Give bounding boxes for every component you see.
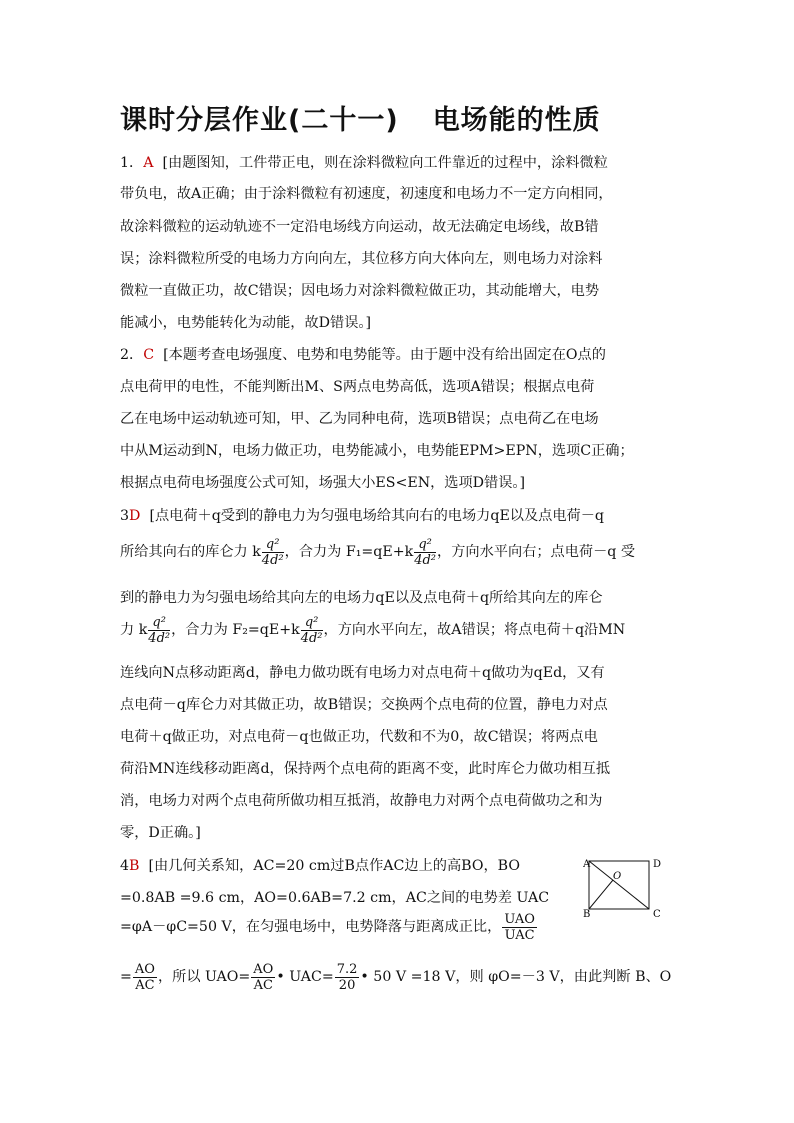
- q2-line-5: 根据点电荷电场强度公式可知，场强大小ES<EN，选项D错误。]: [120, 475, 526, 491]
- q2-text: [本题考查电场强度、电势和电势能等。由于题中没有给出固定在O点的: [163, 347, 606, 363]
- q3-l4c: ，方向水平向左，故A错误；将点电荷＋q沿MN: [323, 622, 626, 638]
- fraction-denominator: 4d²: [300, 630, 323, 646]
- fraction-numerator: 7.2: [336, 961, 358, 977]
- fraction-numerator: AO: [134, 961, 155, 977]
- fraction-numerator: UAO: [504, 911, 535, 927]
- q4-answer: B: [129, 858, 140, 874]
- fraction-denominator: AC: [135, 977, 155, 993]
- q3-line-4: [120, 613, 625, 647]
- altitude-bo: [589, 880, 613, 909]
- q1-line-6: 能减小，电势能转化为动能，故D错误。]: [120, 315, 371, 331]
- q3-l4a: 力 k: [120, 622, 148, 638]
- fraction-denominator: 20: [338, 977, 356, 993]
- q2-line-3: 乙在电场中运动轨迹可知，甲、乙为同种电荷，选项B错误；点电荷乙在电场: [120, 411, 599, 427]
- q3-line-6: 点电荷－q库仑力对其做正功，故B错误；交换两个点电荷的位置，静电力对点: [120, 697, 608, 713]
- q3-line-9: 消，电场力对两个点电荷所做功相互抵消，故静电力对两个点电荷做功之和为: [120, 793, 603, 809]
- fraction-denominator: UAC: [504, 927, 535, 943]
- fraction: [133, 963, 157, 992]
- diagonal-ac: [589, 861, 649, 909]
- q3-line-7: 电荷＋q做正功，对点电荷－q也做正功，代数和不为0，故C错误；将两点电: [120, 729, 598, 745]
- fraction-denominator: 4d²: [414, 552, 437, 568]
- q3-line-5: 连线向N点移动距离d，静电力做功既有电场力对点电荷＋q做功为qEd，又有: [120, 665, 605, 681]
- q4-l3a: =φA－φC=50 V，在匀强电场中，电势降落与距离成正比，: [120, 919, 502, 935]
- q3-line-3: 到的静电力为匀强电场给其向左的电场力qE以及点电荷＋q所给其向左的库仑: [120, 590, 603, 606]
- q3-l4b: ，合力为 F₂=qE+k: [171, 622, 300, 638]
- title-sub: 电场能的性质: [432, 105, 601, 136]
- q4-line-2: =0.8AB =9.6 cm，AO=0.6AB=7.2 cm，AC之间的电势差 UAC: [120, 890, 550, 906]
- fraction: [148, 616, 170, 645]
- q3-l2c: ，方向水平向右；点电荷－q 受: [437, 544, 636, 560]
- q1-text: [由题图知，工件带正电，则在涂料微粒向工件靠近的过程中，涂料微粒: [162, 155, 608, 171]
- q1-line-3: 故涂料微粒的运动轨迹不一定沿电场线方向运动，故无法确定电场线，故B错: [120, 219, 599, 235]
- fraction-numerator: q²: [262, 538, 284, 553]
- q3-l2b: ，合力为 F₁=qE+k: [284, 544, 414, 560]
- fraction: [251, 963, 275, 992]
- q4-line-1: [120, 857, 520, 875]
- q3-line-1: [120, 507, 604, 525]
- q2-number: 2．: [120, 347, 144, 363]
- label-c: C: [653, 909, 661, 919]
- page-title: [120, 98, 601, 137]
- q2-line-4: 中从M运动到N，电场力做正功，电势能减小，电势能EPM>EPN，选项C正确；: [120, 443, 634, 459]
- fraction: [502, 913, 537, 942]
- fraction-denominator: 4d²: [148, 630, 171, 646]
- q1-number: 1．: [120, 155, 144, 171]
- q3-line-8: 荷沿MN连线移动距离d，保持两个点电荷的距离不变，此时库仑力做功相互抵: [120, 761, 611, 777]
- q4-l4b: ，所以 UAO=: [157, 969, 251, 985]
- q4-l4a: =: [120, 969, 132, 985]
- label-o: O: [613, 871, 622, 882]
- q3-text: [点电荷＋q受到的静电力为匀强电场给其向右的电场力qE以及点电荷－q: [149, 508, 605, 524]
- rectangle-diagram: [583, 857, 673, 919]
- fraction: [262, 538, 284, 567]
- fraction: [335, 963, 360, 992]
- q4-l4d: • 50 V =18 V，则 φO=－3 V，由此判断 B、O: [360, 969, 672, 985]
- label-b: B: [583, 909, 591, 919]
- label-a: A: [583, 859, 591, 870]
- q4-line-4: [120, 960, 671, 994]
- fraction: [414, 538, 436, 567]
- q1-line-1: [120, 154, 608, 172]
- q2-line-1: [120, 346, 606, 364]
- fraction-numerator: q²: [148, 616, 170, 631]
- fraction: [301, 616, 323, 645]
- q3-l2a: 所给其向右的库仑力 k: [120, 544, 261, 560]
- q4-l4c: • UAC=: [276, 969, 334, 985]
- q2-line-2: 点电荷甲的电性，不能判断出M、S两点电势高低，选项A错误；根据点电荷: [120, 379, 595, 395]
- fraction-denominator: AC: [253, 977, 273, 993]
- label-d: D: [653, 859, 662, 870]
- fraction-numerator: q²: [301, 616, 323, 631]
- q3-line-2: [120, 535, 635, 569]
- fraction-numerator: q²: [414, 538, 436, 553]
- q2-answer: C: [143, 347, 155, 363]
- fraction-denominator: 4d²: [261, 552, 284, 568]
- q3-answer: D: [129, 508, 141, 524]
- q1-line-4: 误；涂料微粒所受的电场力方向向左，其位移方向大体向左，则电场力对涂料: [120, 251, 603, 267]
- q4-number: 4: [120, 858, 130, 874]
- q1-answer: A: [143, 155, 154, 171]
- q3-number: 3: [120, 508, 130, 524]
- fraction-numerator: AO: [253, 961, 274, 977]
- q4-line-3: [120, 910, 538, 944]
- q3-line-10: 零，D正确。]: [120, 825, 201, 841]
- title-main: 课时分层作业(二十一): [120, 105, 399, 136]
- q4-text: [由几何关系知，AC=20 cm过B点作AC边上的高BO，BO: [148, 858, 520, 874]
- q1-line-2: 带负电，故A正确；由于涂料微粒有初速度，初速度和电场力不一定方向相同，: [120, 186, 613, 202]
- q1-line-5: 微粒一直做正功，故C错误；因电场力对涂料微粒做正功，其动能增大，电势: [120, 283, 600, 299]
